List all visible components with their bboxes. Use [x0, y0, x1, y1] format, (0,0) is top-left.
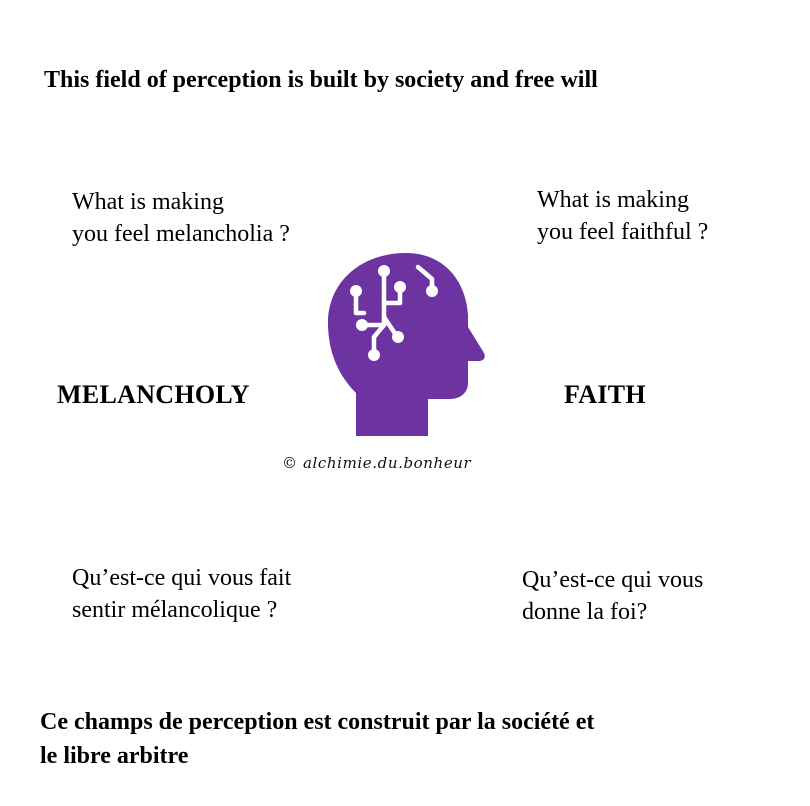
question-melancholy-french [72, 562, 291, 626]
question-melancholy-english [72, 186, 290, 250]
brain-circuit-head-icon [326, 253, 486, 437]
question-line: What is making [537, 187, 689, 213]
question-faith-french [522, 564, 703, 628]
label-faith: FAITH [564, 380, 646, 409]
question-line: you feel faithful ? [537, 219, 709, 245]
question-line: Qu’est-ce qui vous fait [72, 565, 292, 591]
head-silhouette [328, 253, 485, 436]
question-line: you feel melancholia ? [72, 221, 290, 247]
label-melancholy: MELANCHOLY [57, 380, 250, 409]
question-line: What is making [72, 189, 224, 215]
bottom-title-line: le libre arbitre [40, 743, 189, 769]
top-title: This field of perception is built by society and free will [44, 67, 598, 93]
signature-watermark: © alchimie.du.bonheur [282, 454, 472, 472]
bottom-title [40, 705, 780, 773]
question-faith-english [537, 184, 708, 248]
bottom-title-line: Ce champs de perception est construit par la société et [40, 709, 595, 735]
question-line: Qu’est-ce qui vous [522, 567, 704, 593]
question-line: sentir mélancolique ? [72, 597, 278, 623]
question-line: donne la foi? [522, 599, 648, 625]
